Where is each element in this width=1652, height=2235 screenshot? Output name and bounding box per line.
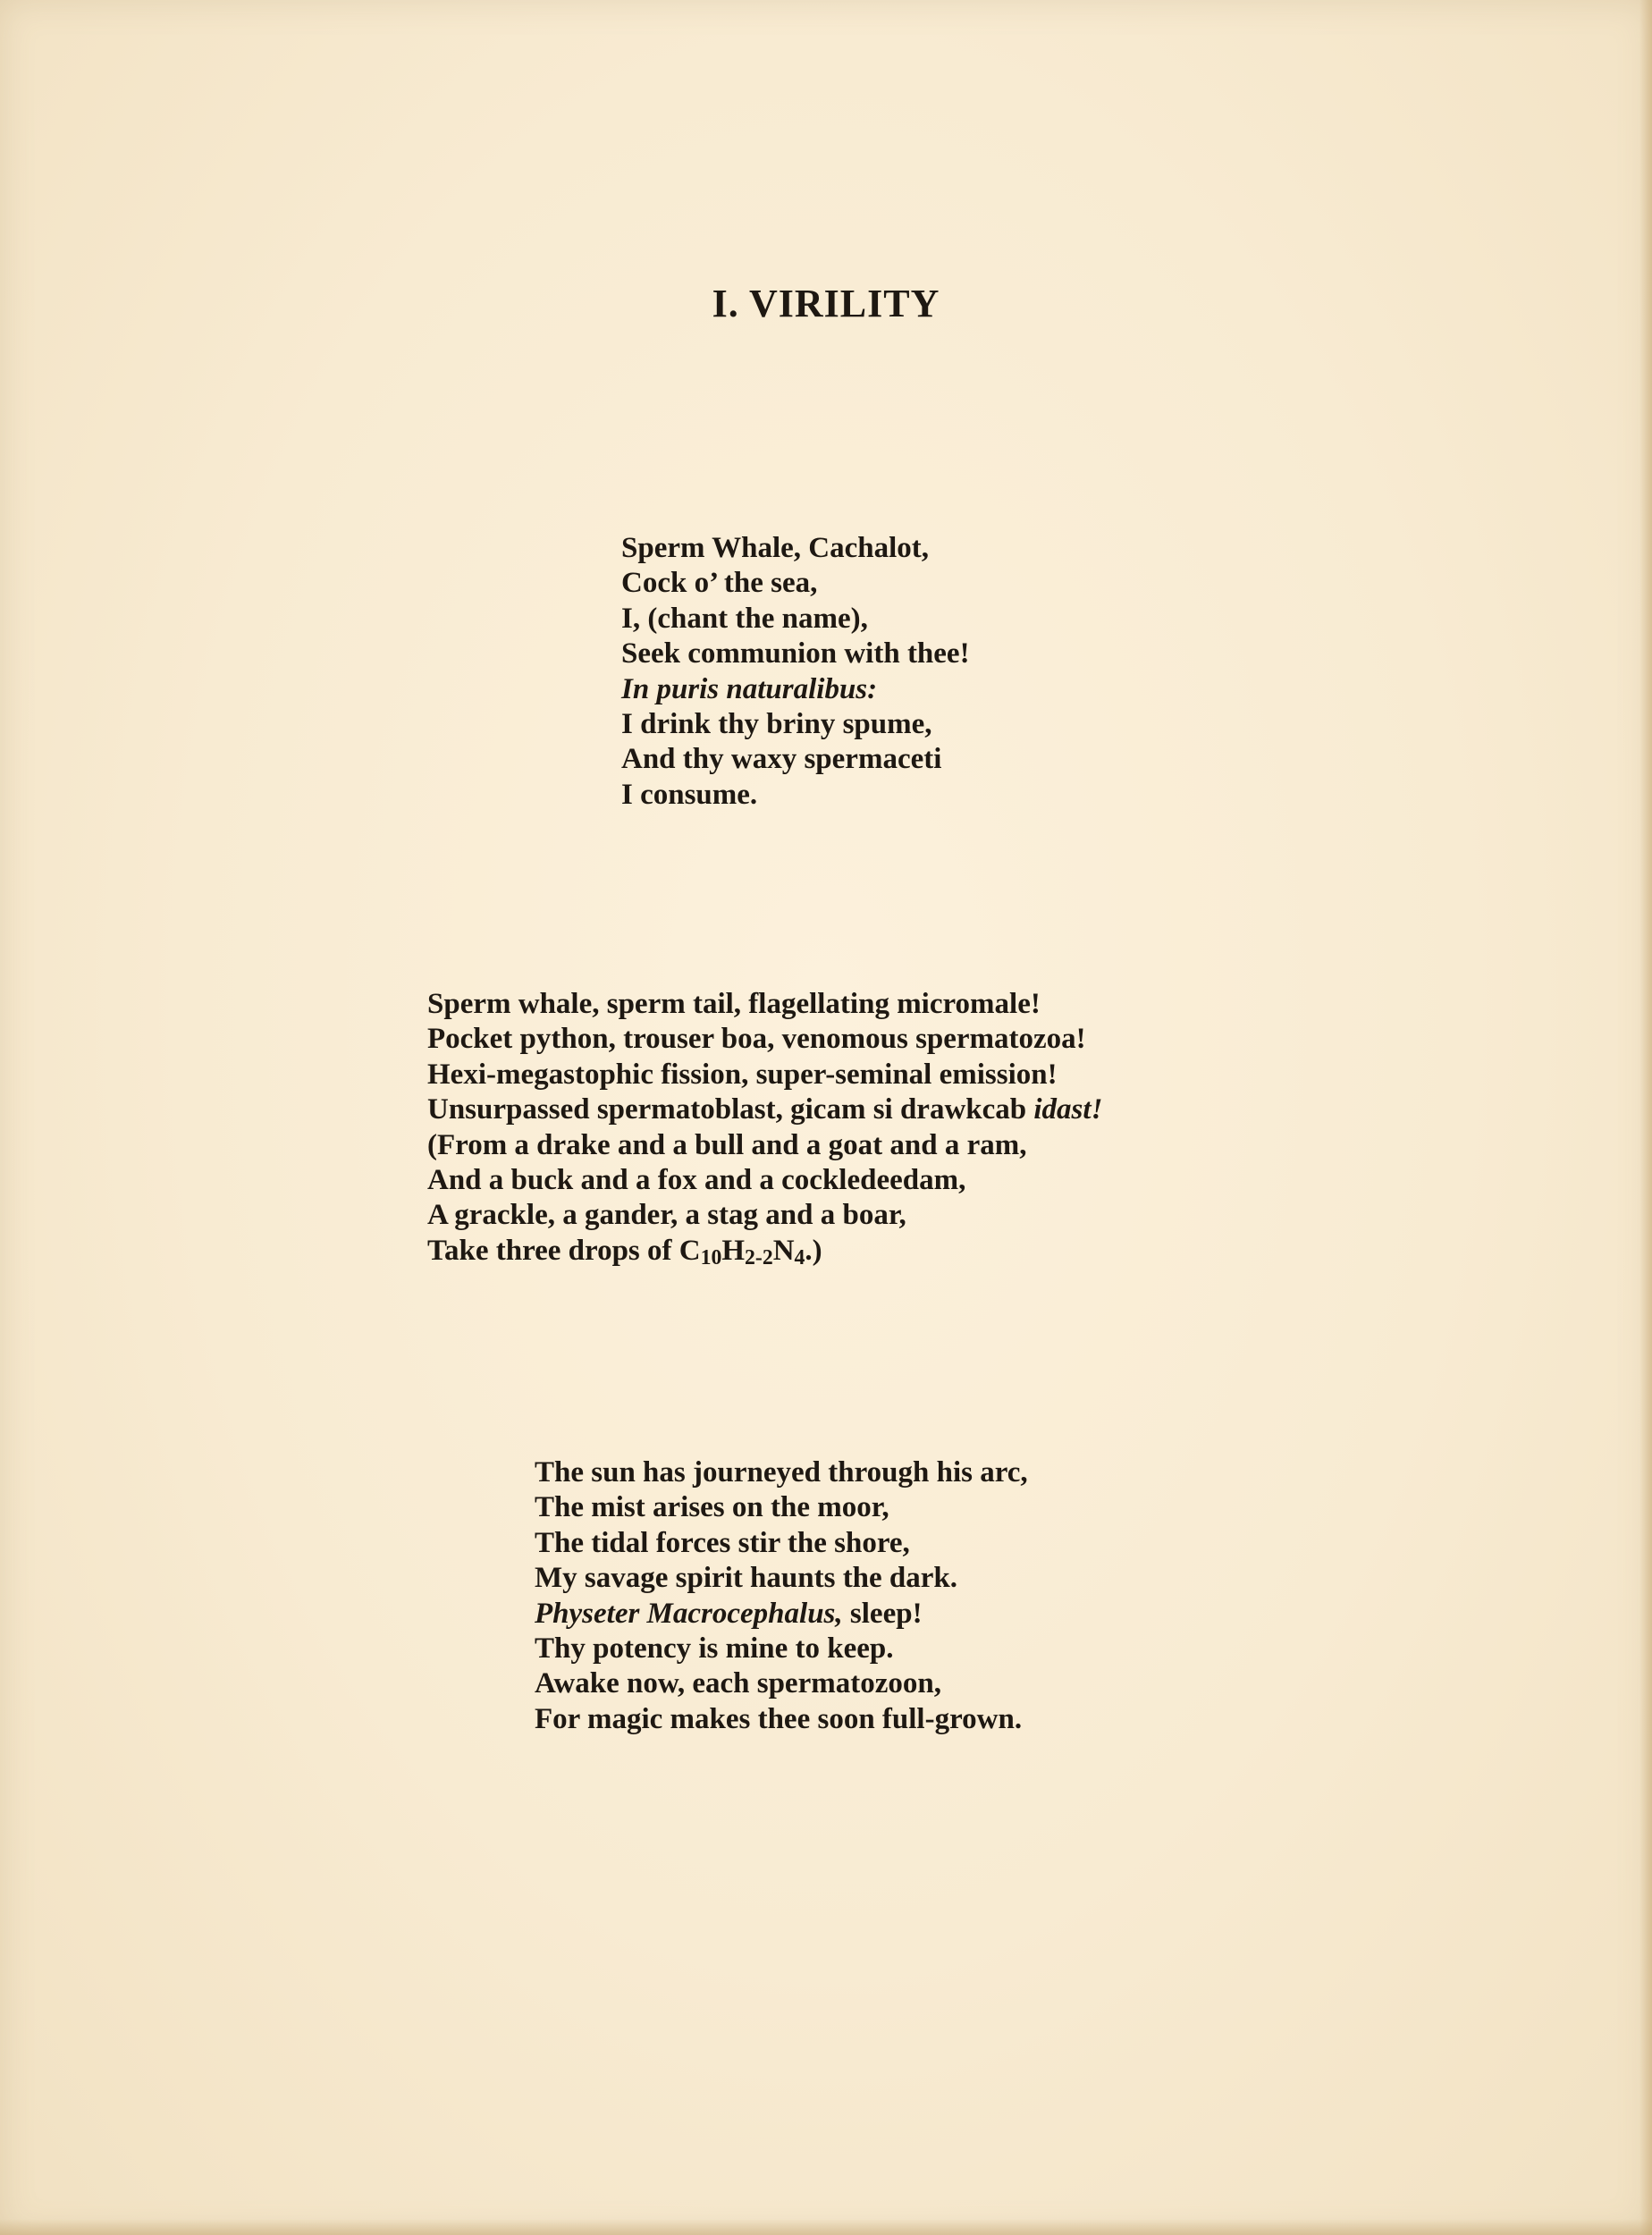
stanza-1: [621, 531, 970, 813]
poem-line-italic: In puris naturalibus:: [621, 672, 878, 705]
poem-line: (From a drake and a bull and a goat and a ram,: [427, 1128, 1027, 1161]
poem-line: My savage spirit haunts the dark.: [535, 1562, 958, 1595]
poem-line: A grackle, a gander, a stag and a boar,: [427, 1199, 906, 1232]
poem-line-italic-word: idast!: [1033, 1093, 1103, 1126]
poem-line-text: Take three drops of: [427, 1234, 672, 1267]
poem-line: [535, 1597, 1028, 1632]
poem-line-formula: [427, 1234, 1102, 1269]
poem-line: The tidal forces stir the shore,: [535, 1526, 910, 1559]
page-edge-shadow-bottom: [0, 2219, 1652, 2235]
page-title: I. VIRILITY: [712, 282, 940, 325]
poem-line: Seek communion with thee!: [621, 637, 970, 670]
poem-line: And thy waxy spermaceti: [621, 743, 942, 776]
poem-line-text: Unsurpassed spermatoblast, gicam si drawkcab: [427, 1093, 1027, 1126]
chemical-formula: $C_{10}H_{2-2}N_4$.): [678, 1234, 822, 1269]
page-edge-shadow-right: [1639, 0, 1652, 2235]
stanza-2: [427, 987, 1102, 1269]
poem-line-text: sleep!: [842, 1597, 923, 1630]
poem-line: The sun has journeyed through his arc,: [535, 1456, 1028, 1489]
poem-line: Hexi-megastophic fission, super-seminal emission!: [427, 1058, 1058, 1091]
poem-line: Sperm Whale, Cachalot,: [621, 532, 930, 564]
poem-line: I, (chant the name),: [621, 602, 868, 635]
poem-line: And a buck and a fox and a cockledeedam,: [427, 1164, 966, 1197]
poem-line: For magic makes thee soon full-grown.: [535, 1702, 1023, 1735]
poem-line: The mist arises on the moor,: [535, 1491, 889, 1524]
poem-line: [427, 1092, 1102, 1127]
poem-line: Pocket python, trouser boa, venomous spermatozoa!: [427, 1023, 1086, 1056]
poem-line-italic-phrase: Physeter Macrocephalus,: [535, 1597, 843, 1630]
poem-line: Awake now, each spermatozoon,: [535, 1667, 941, 1700]
poem-line: I consume.: [621, 778, 758, 811]
poem-line: I drink thy briny spume,: [621, 708, 932, 741]
poem-line: Thy potency is mine to keep.: [535, 1632, 894, 1666]
stanza-3: [535, 1455, 1028, 1737]
poem-line: Cock o’ the sea,: [621, 567, 818, 600]
poem-line: Sperm whale, sperm tail, flagellating micromale!: [427, 988, 1041, 1020]
